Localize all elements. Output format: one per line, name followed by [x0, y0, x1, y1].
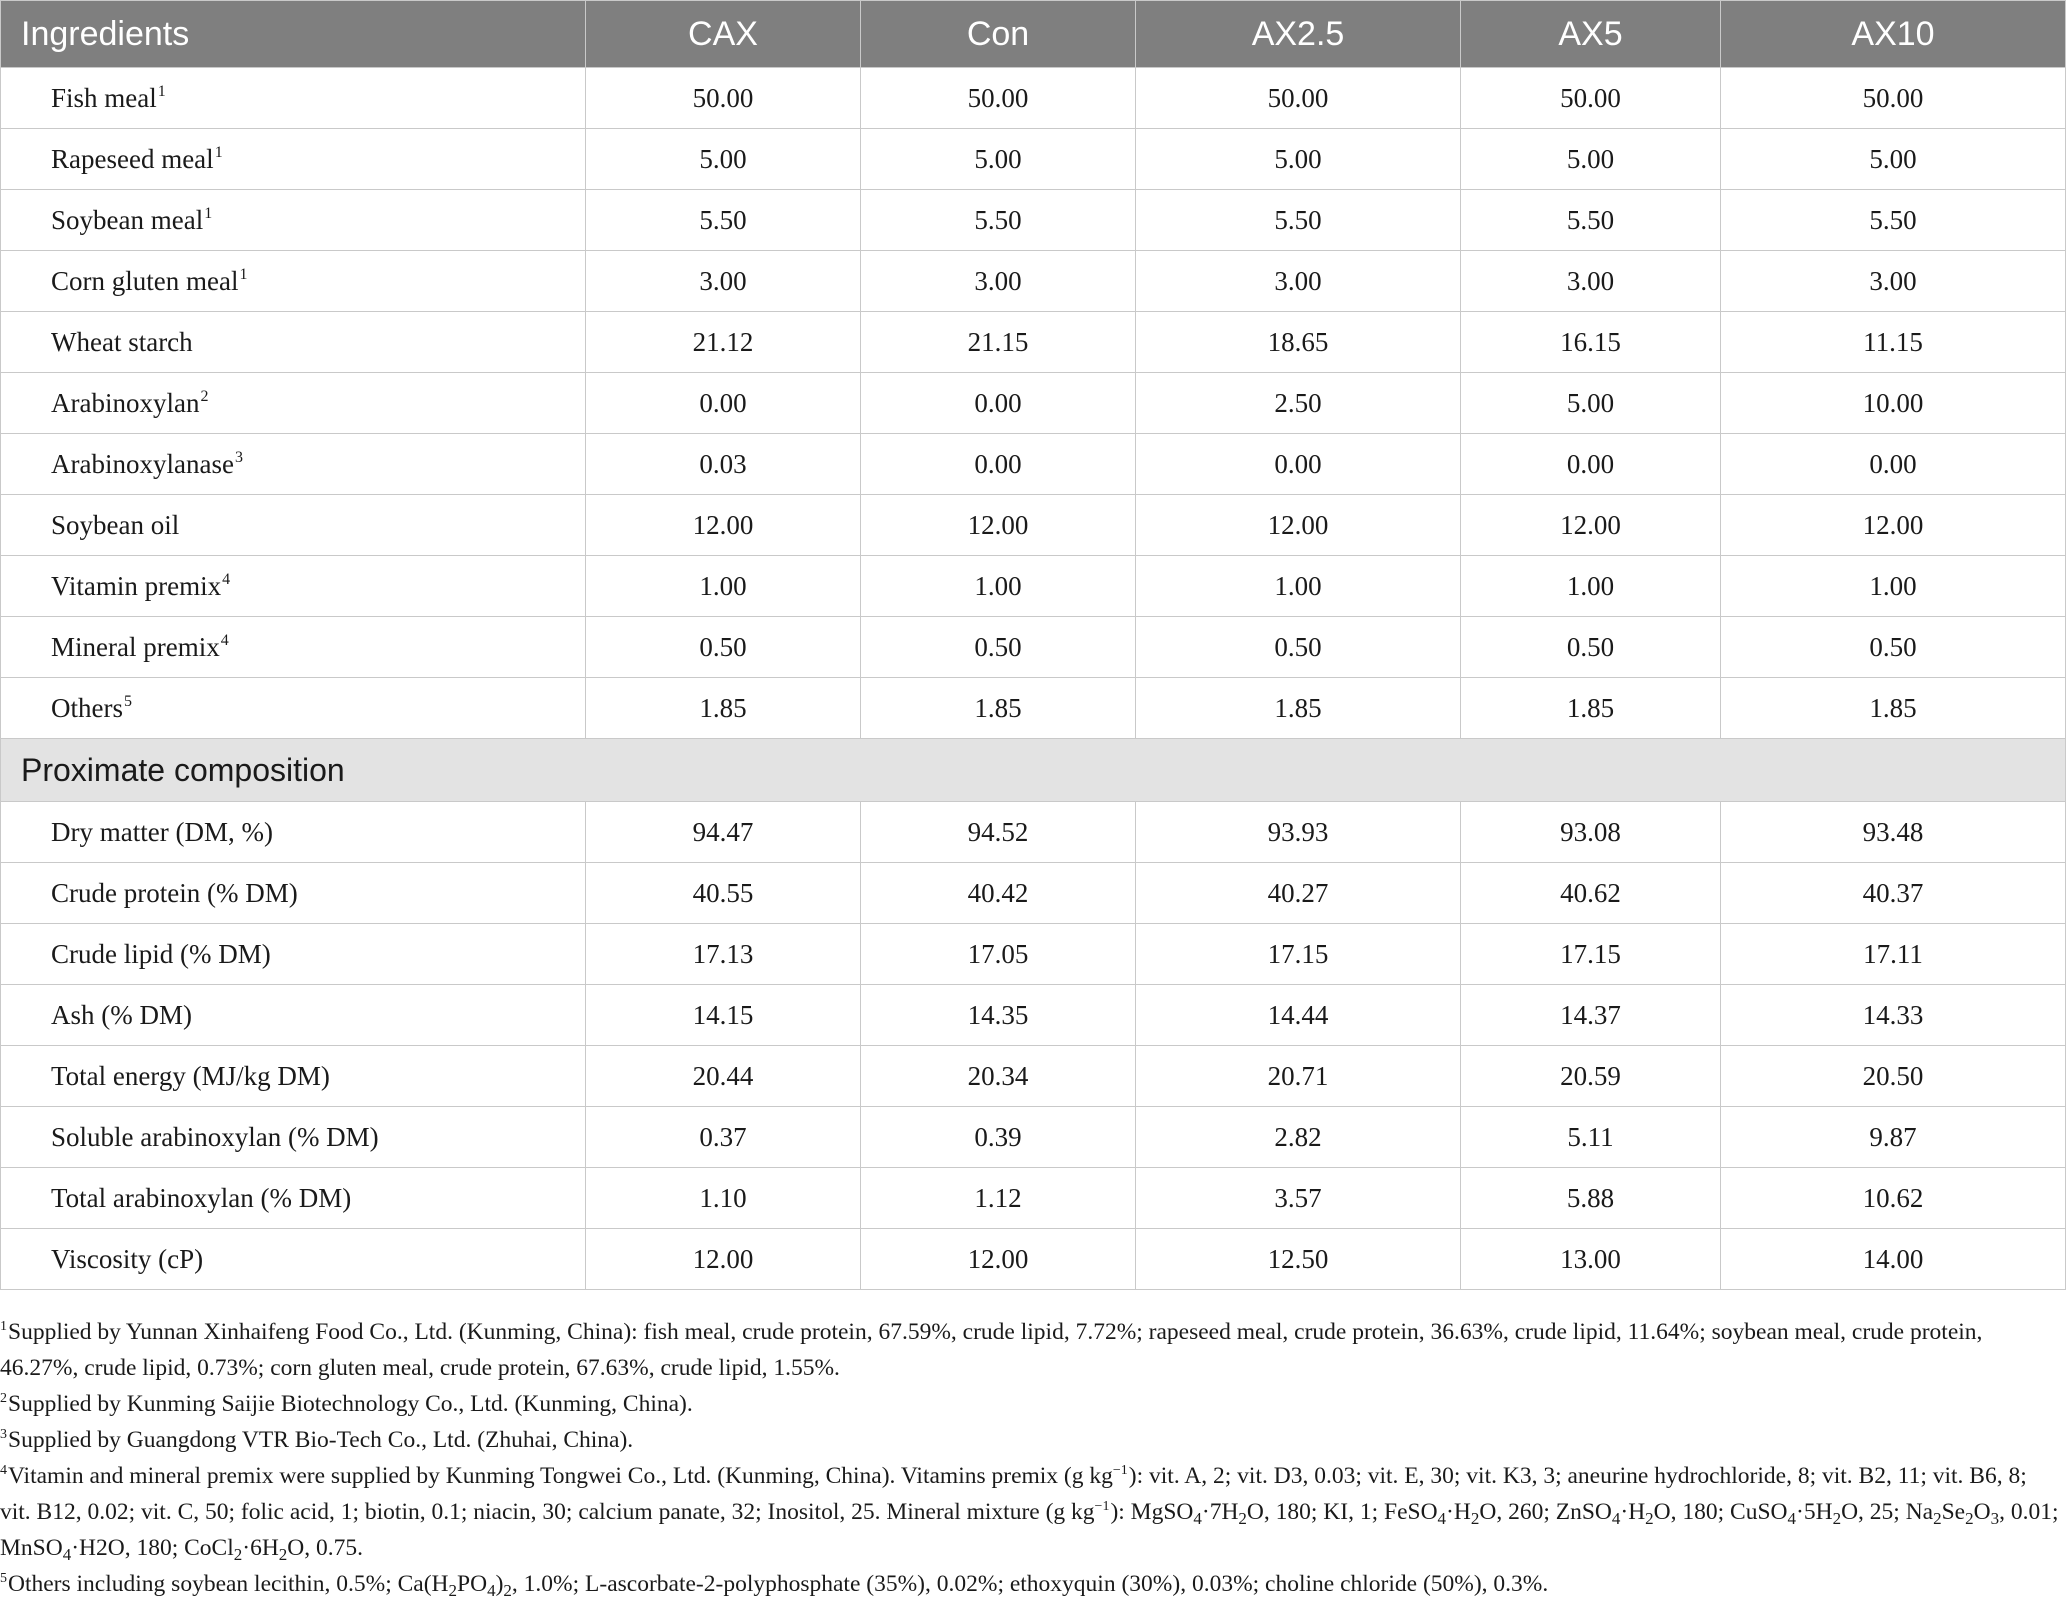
row-label-text: Mineral premix	[51, 631, 220, 662]
row-label	[1, 312, 586, 373]
cell-con: 0.00	[861, 373, 1136, 434]
cell-ax2-5: 3.00	[1136, 251, 1461, 312]
cell-cax: 50.00	[586, 68, 861, 129]
cell-cax: 0.37	[586, 1107, 861, 1168]
cell-con: 5.00	[861, 129, 1136, 190]
row-label-text: Corn gluten meal	[51, 265, 239, 296]
footnote-mark: 5	[0, 1571, 7, 1586]
row-label-text: Dry matter (DM, %)	[51, 816, 273, 847]
footnote-mark: 2	[0, 1391, 7, 1406]
footnote-text: O, 260; ZnSO	[1479, 1499, 1612, 1525]
footnote-text: ): MgSO	[1110, 1499, 1194, 1525]
subscript: 2	[1470, 1509, 1480, 1528]
table-row	[1, 129, 2066, 190]
footnote-2	[0, 1386, 2060, 1422]
ingredient-rows	[1, 68, 2066, 739]
table-row	[1, 863, 2066, 924]
row-label	[1, 1046, 586, 1107]
footnote-mark: 1	[0, 1319, 7, 1334]
cell-ax10: 14.33	[1721, 985, 2066, 1046]
row-label	[1, 373, 586, 434]
row-label	[1, 129, 586, 190]
table-row	[1, 1107, 2066, 1168]
table-row	[1, 68, 2066, 129]
table-row	[1, 434, 2066, 495]
table-row	[1, 556, 2066, 617]
cell-con: 0.39	[861, 1107, 1136, 1168]
subscript: 4	[487, 1581, 496, 1600]
row-label	[1, 1107, 586, 1168]
row-label-text: Soluble arabinoxylan (% DM)	[51, 1121, 379, 1152]
cell-con: 1.00	[861, 556, 1136, 617]
cell-con: 50.00	[861, 68, 1136, 129]
subscript: 2	[448, 1581, 458, 1600]
subscript: 2	[1645, 1509, 1654, 1528]
cell-ax5: 17.15	[1461, 924, 1721, 985]
footnote-ref: 1	[157, 82, 166, 100]
table-row	[1, 1229, 2066, 1290]
cell-ax5: 1.00	[1461, 556, 1721, 617]
footnote-ref: 2	[200, 387, 209, 405]
cell-cax: 0.00	[586, 373, 861, 434]
footnote-ref: 3	[234, 448, 243, 466]
cell-con: 20.34	[861, 1046, 1136, 1107]
table-row	[1, 924, 2066, 985]
table-row	[1, 373, 2066, 434]
table-row	[1, 617, 2066, 678]
table-row	[1, 1168, 2066, 1229]
footnote-ref: 5	[123, 692, 132, 710]
cell-cax: 1.10	[586, 1168, 861, 1229]
cell-con: 40.42	[861, 863, 1136, 924]
cell-ax5: 5.00	[1461, 373, 1721, 434]
header-con: Con	[861, 1, 1136, 68]
footnote-text: PO	[457, 1571, 488, 1597]
row-label-text: Rapeseed meal	[51, 143, 214, 174]
cell-cax: 20.44	[586, 1046, 861, 1107]
cell-ax2-5: 1.00	[1136, 556, 1461, 617]
cell-ax5: 5.50	[1461, 190, 1721, 251]
cell-con: 3.00	[861, 251, 1136, 312]
cell-ax5: 14.37	[1461, 985, 1721, 1046]
cell-cax: 40.55	[586, 863, 861, 924]
cell-ax10: 12.00	[1721, 495, 2066, 556]
cell-ax2-5: 0.00	[1136, 434, 1461, 495]
footnote-4	[0, 1458, 2060, 1566]
cell-con: 21.15	[861, 312, 1136, 373]
table-row	[1, 678, 2066, 739]
header-ax10: AX10	[1721, 1, 2066, 68]
cell-ax10: 0.50	[1721, 617, 2066, 678]
cell-ax2-5: 50.00	[1136, 68, 1461, 129]
row-label-text: Total arabinoxylan (% DM)	[51, 1182, 352, 1213]
footnote-text: O, 0.75.	[287, 1535, 364, 1561]
row-label	[1, 251, 586, 312]
cell-cax: 12.00	[586, 1229, 861, 1290]
table-row	[1, 985, 2066, 1046]
table-row	[1, 190, 2066, 251]
cell-ax2-5: 14.44	[1136, 985, 1461, 1046]
row-label	[1, 863, 586, 924]
row-label	[1, 434, 586, 495]
cell-ax5: 40.62	[1461, 863, 1721, 924]
footnote-text: , 1.0%; L-ascorbate-2-polyphosphate (35%), 0.02%; ethoxyquin (30%), 0.03%; choline chloride (50%), 0.3%.	[511, 1571, 1549, 1597]
subscript: 2	[1965, 1509, 1974, 1528]
footnote-text: Supplied by Kunming Saijie Biotechnology Co., Ltd. (Kunming, China).	[8, 1391, 693, 1417]
cell-con: 5.50	[861, 190, 1136, 251]
footnote-text: Se	[1941, 1499, 1966, 1525]
cell-cax: 5.00	[586, 129, 861, 190]
row-label	[1, 68, 586, 129]
footnote-text: Others including soybean lecithin, 0.5%; Ca(H	[8, 1571, 449, 1597]
row-label	[1, 985, 586, 1046]
footnote-text: ·H	[1620, 1499, 1646, 1525]
cell-cax: 94.47	[586, 802, 861, 863]
footnote-exp: −1	[1094, 1499, 1110, 1514]
cell-con: 94.52	[861, 802, 1136, 863]
cell-cax: 3.00	[586, 251, 861, 312]
cell-ax5: 5.11	[1461, 1107, 1721, 1168]
row-label-text: Soybean meal	[51, 204, 204, 235]
footnote-3	[0, 1422, 2060, 1458]
cell-ax10: 1.85	[1721, 678, 2066, 739]
cell-ax2-5: 5.00	[1136, 129, 1461, 190]
cell-ax2-5: 2.82	[1136, 1107, 1461, 1168]
cell-ax2-5: 20.71	[1136, 1046, 1461, 1107]
header-ax2-5: AX2.5	[1136, 1, 1461, 68]
cell-ax5: 5.88	[1461, 1168, 1721, 1229]
cell-ax2-5: 12.50	[1136, 1229, 1461, 1290]
row-label-text: Fish meal	[51, 82, 157, 113]
footnote-text: ·7H	[1201, 1499, 1239, 1525]
cell-ax10: 10.00	[1721, 373, 2066, 434]
cell-ax2-5: 0.50	[1136, 617, 1461, 678]
cell-ax2-5: 12.00	[1136, 495, 1461, 556]
footnote-mark: 3	[0, 1427, 7, 1442]
row-label	[1, 1229, 586, 1290]
footnote-text: ·6H	[242, 1535, 279, 1561]
cell-con: 12.00	[861, 495, 1136, 556]
row-label-text: Others	[51, 692, 123, 723]
footnote-text: Supplied by Yunnan Xinhaifeng Food Co., Ltd. (Kunming, China): fish meal, crude protein, 67.59%, crude lipid, 7.72%; rapeseed meal, crude protein, 36.63%, crude lipid, 11.64%; soybean meal, crude protein, 46.27%, crude lipid, 0.73%; corn gluten meal, crude protein, 67.63%, crude lipid, 1.55%.	[0, 1319, 1983, 1381]
row-label	[1, 617, 586, 678]
cell-ax5: 5.00	[1461, 129, 1721, 190]
footnote-text: O, 180; CuSO	[1653, 1499, 1788, 1525]
table-header-row	[1, 1, 2066, 68]
row-label	[1, 802, 586, 863]
footnote-text: ·5H	[1796, 1499, 1833, 1525]
row-label	[1, 678, 586, 739]
cell-con: 1.12	[861, 1168, 1136, 1229]
cell-ax10: 40.37	[1721, 863, 2066, 924]
cell-ax2-5: 2.50	[1136, 373, 1461, 434]
cell-ax10: 11.15	[1721, 312, 2066, 373]
cell-ax10: 93.48	[1721, 802, 2066, 863]
subscript: 2	[1832, 1509, 1842, 1528]
subscript: 4	[1787, 1509, 1797, 1528]
subscript: 2	[1933, 1509, 1942, 1528]
footnote-text: ·H	[1446, 1499, 1471, 1525]
cell-ax10: 5.00	[1721, 129, 2066, 190]
cell-cax: 1.00	[586, 556, 861, 617]
cell-ax5: 50.00	[1461, 68, 1721, 129]
cell-ax5: 0.00	[1461, 434, 1721, 495]
cell-ax2-5: 1.85	[1136, 678, 1461, 739]
footnote-exp: −1	[1112, 1463, 1128, 1478]
cell-ax10: 20.50	[1721, 1046, 2066, 1107]
row-label-text: Total energy (MJ/kg DM)	[51, 1060, 330, 1091]
cell-con: 0.00	[861, 434, 1136, 495]
cell-cax: 17.13	[586, 924, 861, 985]
cell-con: 17.05	[861, 924, 1136, 985]
footnote-1	[0, 1314, 2060, 1386]
footnote-text: ): vit. A, 2; vit. D3, 0.03; vit. E, 30; vit. K3, 3; aneurine hydrochloride, 8; vit. B2, 11; vit. B6, 8; vit. B12, 0.02; vit. C, 50; folic acid, 1; biotin, 0.1; niacin, 30; calcium panate, 32; Inositol, 25. Mineral mixture (g kg	[0, 1463, 2027, 1525]
cell-ax5: 13.00	[1461, 1229, 1721, 1290]
cell-con: 1.85	[861, 678, 1136, 739]
subscript: 4	[62, 1545, 72, 1564]
table-row	[1, 495, 2066, 556]
row-label-text: Viscosity (cP)	[51, 1243, 204, 1274]
header-ax5: AX5	[1461, 1, 1721, 68]
cell-ax5: 3.00	[1461, 251, 1721, 312]
cell-ax10: 9.87	[1721, 1107, 2066, 1168]
composition-rows	[1, 802, 2066, 1290]
row-label	[1, 924, 586, 985]
cell-cax: 1.85	[586, 678, 861, 739]
footnote-mark: 4	[0, 1463, 7, 1478]
footnote-text: )	[495, 1571, 504, 1597]
row-label-text: Wheat starch	[51, 326, 193, 357]
cell-ax5: 20.59	[1461, 1046, 1721, 1107]
row-label	[1, 495, 586, 556]
cell-cax: 5.50	[586, 190, 861, 251]
row-label-text: Crude protein (% DM)	[51, 877, 298, 908]
subscript: 2	[233, 1545, 243, 1564]
subscript: 4	[1437, 1509, 1447, 1528]
subscript: 3	[1990, 1509, 2000, 1528]
footnote-text: Vitamin and mineral premix were supplied by Kunming Tongwei Co., Ltd. (Kunming, China). Vitamins premix (g kg	[8, 1463, 1113, 1489]
cell-ax5: 16.15	[1461, 312, 1721, 373]
footnote-5	[0, 1566, 2060, 1602]
cell-cax: 0.03	[586, 434, 861, 495]
footnote-ref: 4	[222, 570, 231, 588]
footnote-ref: 1	[204, 204, 213, 222]
cell-ax10: 17.11	[1721, 924, 2066, 985]
cell-ax2-5: 5.50	[1136, 190, 1461, 251]
row-label-text: Arabinoxylanase	[51, 448, 234, 479]
footnote-text: Supplied by Guangdong VTR Bio-Tech Co., Ltd. (Zhuhai, China).	[8, 1427, 634, 1453]
subscript: 4	[1193, 1509, 1202, 1528]
row-label-text: Vitamin premix	[51, 570, 222, 601]
cell-ax10: 10.62	[1721, 1168, 2066, 1229]
cell-ax10: 14.00	[1721, 1229, 2066, 1290]
cell-cax: 14.15	[586, 985, 861, 1046]
row-label-text: Soybean oil	[51, 509, 180, 540]
footnote-text: O	[1973, 1499, 1991, 1525]
row-label-text: Crude lipid (% DM)	[51, 938, 271, 969]
cell-ax2-5: 93.93	[1136, 802, 1461, 863]
subscript: 4	[1611, 1509, 1621, 1528]
cell-cax: 21.12	[586, 312, 861, 373]
footnote-text: ·H2O, 180; CoCl	[71, 1535, 234, 1561]
footnote-text: , 0.01; MnSO	[0, 1499, 2059, 1561]
section-row	[1, 739, 2066, 802]
cell-ax10: 1.00	[1721, 556, 2066, 617]
cell-ax5: 0.50	[1461, 617, 1721, 678]
cell-con: 12.00	[861, 1229, 1136, 1290]
cell-ax10: 3.00	[1721, 251, 2066, 312]
cell-ax2-5: 17.15	[1136, 924, 1461, 985]
cell-ax2-5: 40.27	[1136, 863, 1461, 924]
subscript: 2	[503, 1581, 512, 1600]
subscript: 2	[1238, 1509, 1247, 1528]
table-row	[1, 802, 2066, 863]
cell-ax5: 12.00	[1461, 495, 1721, 556]
row-label	[1, 556, 586, 617]
cell-con: 0.50	[861, 617, 1136, 678]
cell-ax2-5: 3.57	[1136, 1168, 1461, 1229]
footnote-text: O, 180; KI, 1; FeSO	[1246, 1499, 1438, 1525]
cell-ax5: 93.08	[1461, 802, 1721, 863]
footnote-text: O, 25; Na	[1841, 1499, 1934, 1525]
header-cax: CAX	[586, 1, 861, 68]
row-label	[1, 190, 586, 251]
cell-ax2-5: 18.65	[1136, 312, 1461, 373]
table-row	[1, 251, 2066, 312]
row-label-text: Arabinoxylan	[51, 387, 200, 418]
table-row	[1, 312, 2066, 373]
row-label	[1, 1168, 586, 1229]
footnote-ref: 1	[239, 265, 248, 283]
cell-ax10: 0.00	[1721, 434, 2066, 495]
cell-ax5: 1.85	[1461, 678, 1721, 739]
table-row	[1, 1046, 2066, 1107]
cell-ax10: 5.50	[1721, 190, 2066, 251]
cell-con: 14.35	[861, 985, 1136, 1046]
header-ingredients: Ingredients	[1, 1, 586, 68]
footnotes	[0, 1314, 2060, 1602]
subscript: 2	[278, 1545, 288, 1564]
cell-cax: 12.00	[586, 495, 861, 556]
section-title: Proximate composition	[1, 739, 2066, 802]
cell-ax10: 50.00	[1721, 68, 2066, 129]
cell-cax: 0.50	[586, 617, 861, 678]
footnote-ref: 1	[214, 143, 223, 161]
row-label-text: Ash (% DM)	[51, 999, 192, 1030]
footnote-ref: 4	[220, 631, 229, 649]
